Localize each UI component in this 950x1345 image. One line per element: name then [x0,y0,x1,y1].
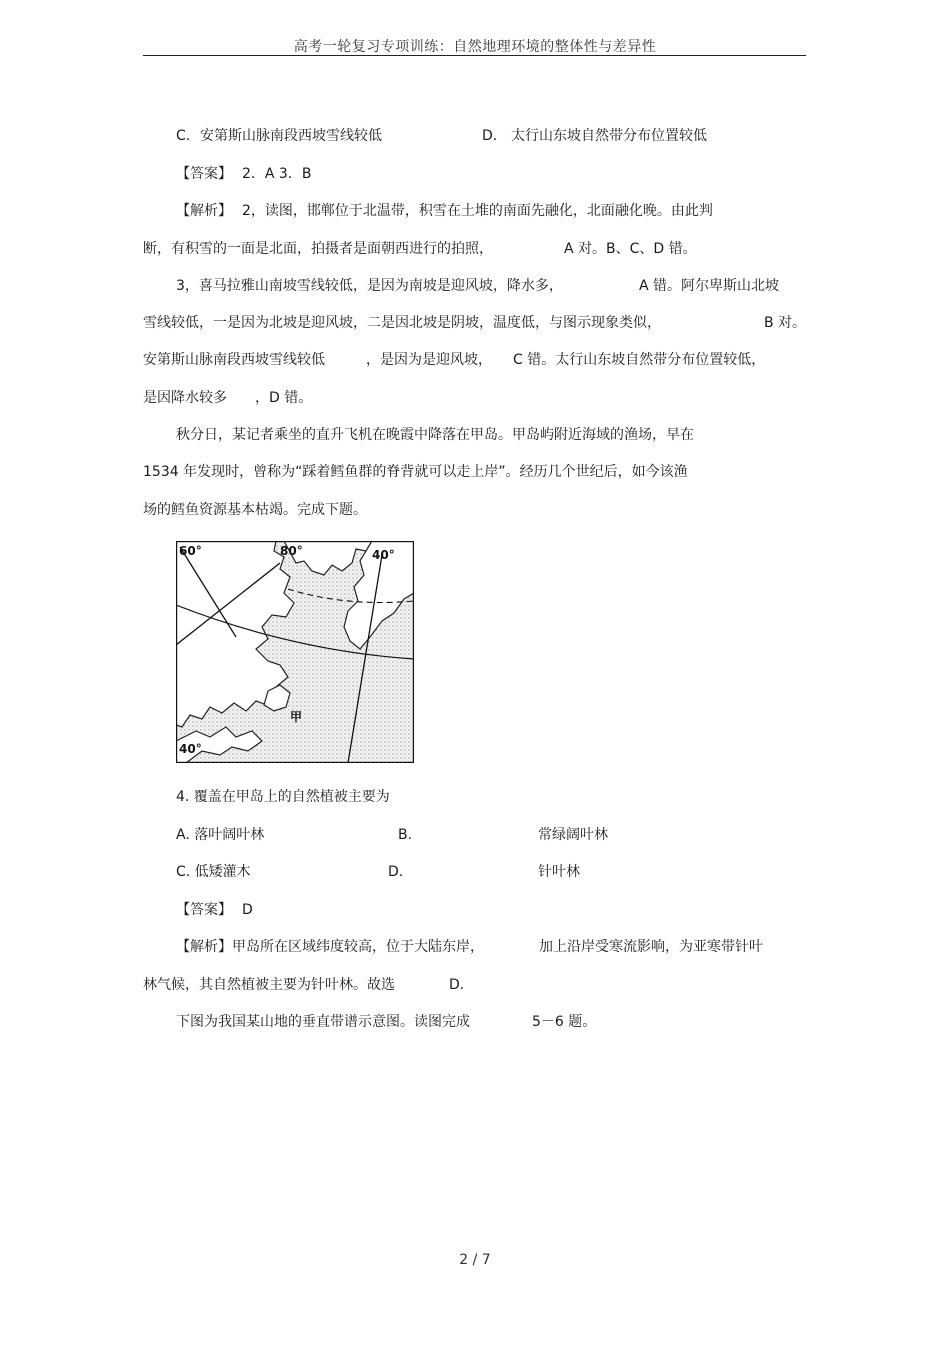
label-40-top: 40° [372,548,395,562]
analysis-3-line2b: B 对。 [764,315,807,331]
label-island: 甲 [290,710,303,724]
option-c-text: 安第斯山脉南段西坡雪线较低 [200,128,382,144]
option-d-text-q4: 针叶林 [538,864,580,880]
label-40-bottom: 40° [179,742,202,756]
analysis-4-line2a: 林气候，其自然植被主要为针叶林。故选 [143,977,395,993]
analysis-3-line3a: 安第斯山脉南段西坡雪线较低 [143,352,325,368]
answer-4-text: D [242,902,253,918]
answer-label: 【答案】 [176,166,232,182]
analysis-2-line2b: A 对。B、C、D 错。 [564,241,697,257]
analysis-label: 【解析】 [176,203,232,219]
next-intro-b: 5－6 题。 [532,1014,597,1030]
label-60: 60° [179,544,202,558]
answer-4-label: 【答案】 [176,902,232,918]
next-intro-a: 下图为我国某山地的垂直带谱示意图。读图完成 [176,1014,470,1030]
analysis-3-line1a: 3，喜马拉雅山南坡雪线较低，是因为南坡是迎风坡，降水多， [176,278,563,294]
analysis-3-line3b: ，是因为是迎风坡， [366,352,492,368]
passage-line3: 场的鳕鱼资源基本枯竭。完成下题。 [143,502,367,518]
analysis-3-line3c: C 错。太行山东坡自然带分布位置较低， [513,352,766,368]
option-a: A. 落叶阔叶林 [176,827,265,843]
option-c: C. 低矮灌木 [176,864,251,880]
option-c-prefix: C. [176,128,191,144]
analysis-3-line4b: ，D 错。 [255,390,313,406]
option-d-prefix-q4: D. [388,864,404,880]
option-b-prefix: B. [398,827,413,843]
analysis-4-line2b: D. [449,977,465,993]
analysis-3-line4a: 是因降水较多 [143,390,227,406]
fishery-map [176,541,414,763]
label-80: 80° [280,544,303,558]
passage-line2: 1534 年发现时，曾称为“踩着鳕鱼群的脊背就可以走上岸”。经历几个世纪后，如今该渔 [143,464,688,480]
page-header-title: 高考一轮复习专项训练：自然地理环境的整体性与差异性 [293,39,657,55]
option-d-prefix: D． [482,128,507,144]
question-4-stem: 4. 覆盖在甲岛上的自然植被主要为 [176,789,390,805]
analysis-2-line1: 2，读图，邯郸位于北温带，积雪在土堆的南面先融化，北面融化晚。由此判 [242,203,713,219]
page-number: 2 / 7 [459,1252,491,1268]
analysis-2-line2a: 断，有积雪的一面是北面，拍摄者是面朝西进行的拍照， [143,241,493,257]
analysis-4-line1b: 加上沿岸受寒流影响，为亚寒带针叶 [539,939,763,955]
option-b-text: 常绿阔叶林 [538,827,608,843]
option-d-text: 太行山东坡自然带分布位置较低 [511,128,707,144]
analysis-4-line1a: 【解析】甲岛所在区域纬度较高，位于大陆东岸， [176,939,484,955]
analysis-3-line1b: A 错。阿尔卑斯山北坡 [639,278,780,294]
analysis-3-line2a: 雪线较低，一是因为北坡是迎风坡，二是因北坡是阴坡，温度低，与图示现象类似， [143,315,661,331]
header-rule [143,55,806,56]
answer-text: 2．A 3．B [242,166,312,182]
passage-line1: 秋分日，某记者乘坐的直升飞机在晚霞中降落在甲岛。甲岛屿附近海域的渔场，早在 [176,427,694,443]
